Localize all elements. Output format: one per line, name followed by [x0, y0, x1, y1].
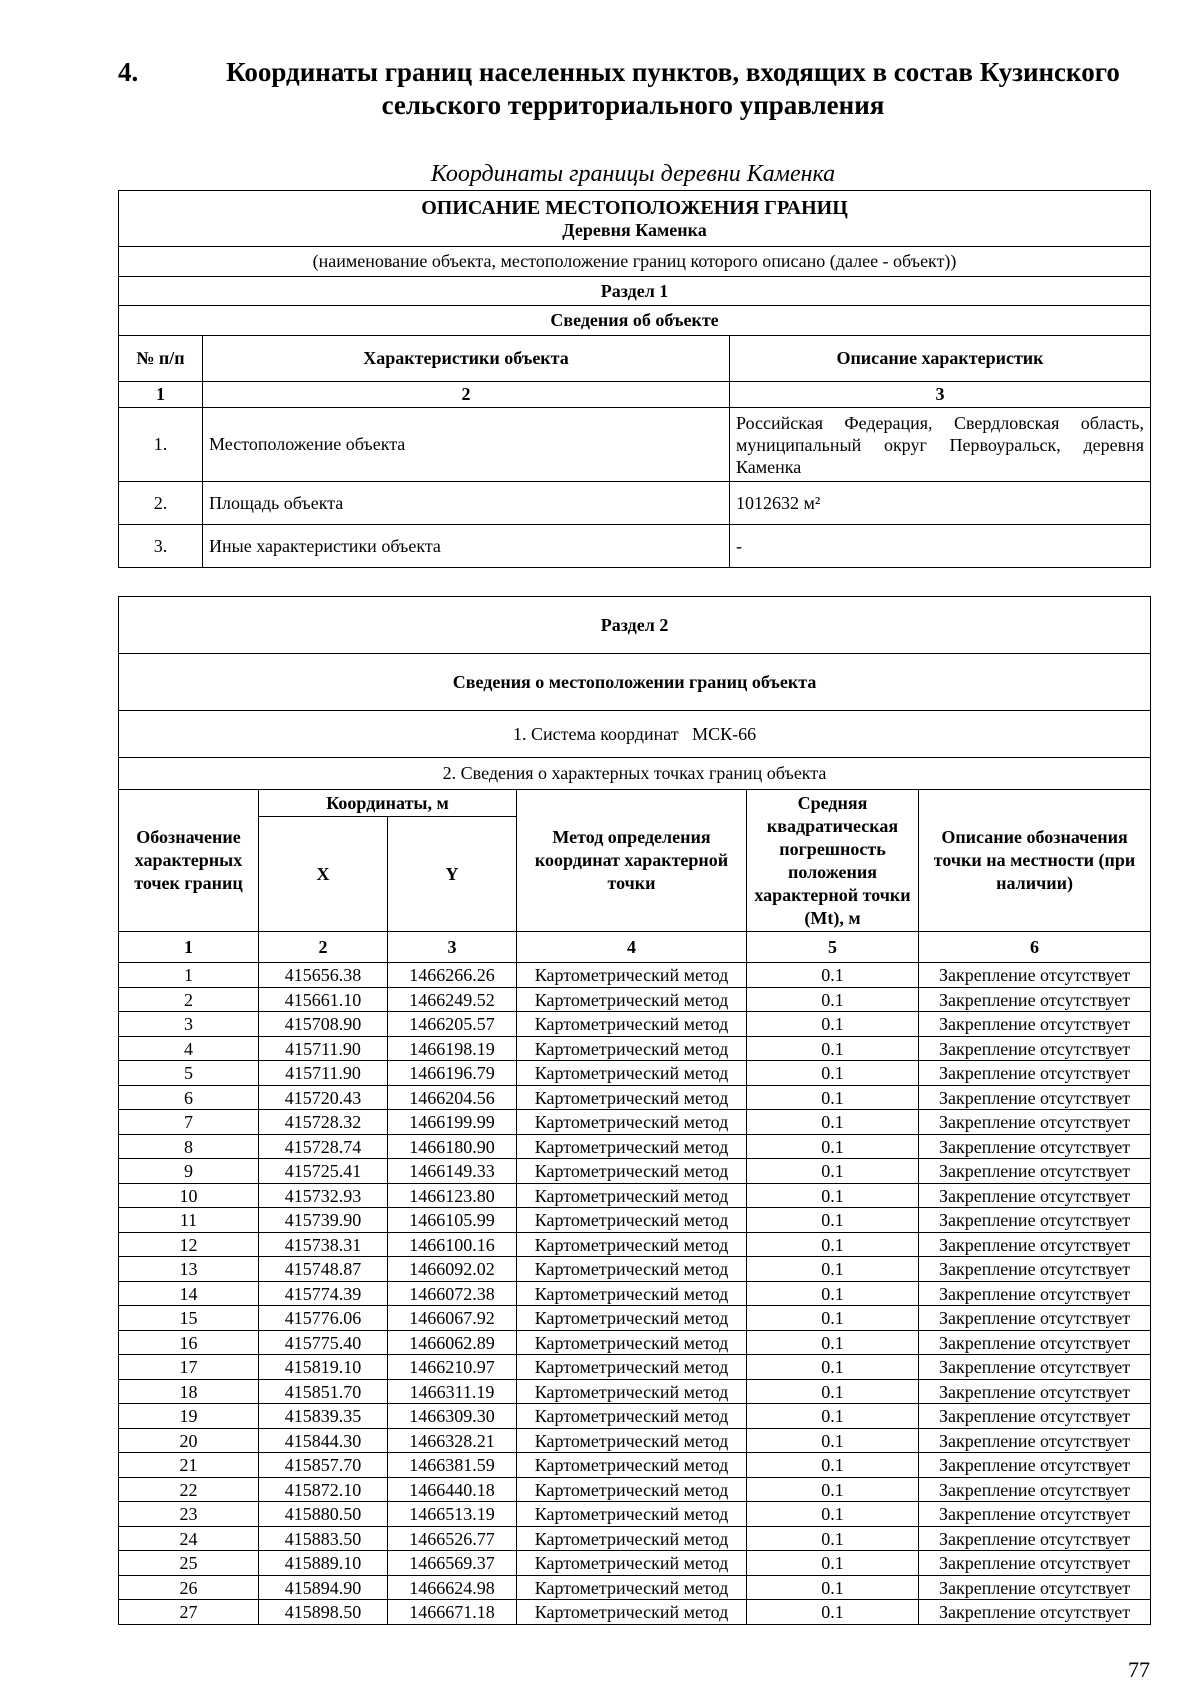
table-row — [119, 1036, 1151, 1061]
row-name: Площадь объекта — [203, 482, 730, 525]
coord-y: 1466180.90 — [388, 1134, 517, 1159]
method: Картометрический метод — [517, 963, 747, 988]
coord-y: 1466149.33 — [388, 1159, 517, 1184]
table-row — [119, 1330, 1151, 1355]
method: Картометрический метод — [517, 1061, 747, 1086]
object-info-table — [118, 190, 1151, 568]
table-row — [119, 987, 1151, 1012]
table-row — [119, 1281, 1151, 1306]
point-id: 7 — [119, 1110, 259, 1135]
description: Закрепление отсутствует — [919, 1306, 1151, 1331]
col-num: 3 — [388, 932, 517, 963]
method: Картометрический метод — [517, 1575, 747, 1600]
point-id: 23 — [119, 1502, 259, 1527]
coord-y: 1466569.37 — [388, 1551, 517, 1576]
coord-y: 1466205.57 — [388, 1012, 517, 1037]
coord-x: 415775.40 — [259, 1330, 388, 1355]
description: Закрепление отсутствует — [919, 1428, 1151, 1453]
col-num: 2 — [259, 932, 388, 963]
boundary-points-table — [118, 596, 1151, 1625]
error: 0.1 — [747, 1477, 919, 1502]
error: 0.1 — [747, 963, 919, 988]
point-id: 17 — [119, 1355, 259, 1380]
table-row — [119, 1134, 1151, 1159]
coord-x: 415711.90 — [259, 1061, 388, 1086]
error: 0.1 — [747, 1012, 919, 1037]
point-id: 19 — [119, 1404, 259, 1429]
header-x: X — [259, 817, 388, 932]
coord-x: 415732.93 — [259, 1183, 388, 1208]
description: Закрепление отсутствует — [919, 1453, 1151, 1478]
method: Картометрический метод — [517, 1085, 747, 1110]
error: 0.1 — [747, 1208, 919, 1233]
error: 0.1 — [747, 1085, 919, 1110]
point-id: 20 — [119, 1428, 259, 1453]
error: 0.1 — [747, 1428, 919, 1453]
point-id: 13 — [119, 1257, 259, 1282]
method: Картометрический метод — [517, 1502, 747, 1527]
coord-x: 415708.90 — [259, 1012, 388, 1037]
point-id: 26 — [119, 1575, 259, 1600]
section-heading — [118, 56, 1148, 122]
method: Картометрический метод — [517, 1159, 747, 1184]
table-row — [119, 1526, 1151, 1551]
coord-y: 1466311.19 — [388, 1379, 517, 1404]
description: Закрепление отсутствует — [919, 1477, 1151, 1502]
page-number: 77 — [1128, 1657, 1150, 1682]
coord-x: 415725.41 — [259, 1159, 388, 1184]
point-id: 4 — [119, 1036, 259, 1061]
description: Закрепление отсутствует — [919, 1404, 1151, 1429]
row-name: Иные характеристики объекта — [203, 525, 730, 568]
point-id: 14 — [119, 1281, 259, 1306]
method: Картометрический метод — [517, 1134, 747, 1159]
coord-y: 1466072.38 — [388, 1281, 517, 1306]
description: Закрепление отсутствует — [919, 1502, 1151, 1527]
table-row — [119, 1257, 1151, 1282]
error: 0.1 — [747, 1526, 919, 1551]
method: Картометрический метод — [517, 1453, 747, 1478]
method: Картометрический метод — [517, 1281, 747, 1306]
coord-x: 415880.50 — [259, 1502, 388, 1527]
coord-x: 415661.10 — [259, 987, 388, 1012]
description: Закрепление отсутствует — [919, 1330, 1151, 1355]
error: 0.1 — [747, 1453, 919, 1478]
point-id: 1 — [119, 963, 259, 988]
table-row — [119, 1012, 1151, 1037]
description: Закрепление отсутствует — [919, 963, 1151, 988]
coord-x: 415739.90 — [259, 1208, 388, 1233]
method: Картометрический метод — [517, 1600, 747, 1625]
point-id: 15 — [119, 1306, 259, 1331]
description: Закрепление отсутствует — [919, 1575, 1151, 1600]
method: Картометрический метод — [517, 1379, 747, 1404]
error: 0.1 — [747, 1379, 919, 1404]
description-title: ОПИСАНИЕ МЕСТОПОЛОЖЕНИЯ ГРАНИЦ — [421, 196, 848, 219]
point-id: 21 — [119, 1453, 259, 1478]
col-num: 1 — [119, 932, 259, 963]
coord-y: 1466440.18 — [388, 1477, 517, 1502]
description: Закрепление отсутствует — [919, 1208, 1151, 1233]
description: Закрепление отсутствует — [919, 1110, 1151, 1135]
description: Закрепление отсутствует — [919, 1085, 1151, 1110]
col-header-description: Описание характеристик — [730, 336, 1151, 382]
description: Закрепление отсутствует — [919, 1159, 1151, 1184]
error: 0.1 — [747, 1306, 919, 1331]
coord-y: 1466123.80 — [388, 1183, 517, 1208]
method: Картометрический метод — [517, 1012, 747, 1037]
row-number: 1. — [119, 408, 203, 482]
row-number: 2. — [119, 482, 203, 525]
description: Закрепление отсутствует — [919, 1281, 1151, 1306]
table-row — [119, 1183, 1151, 1208]
method: Картометрический метод — [517, 1257, 747, 1282]
point-id: 2 — [119, 987, 259, 1012]
coord-y: 1466198.19 — [388, 1036, 517, 1061]
object-note: (наименование объекта, местоположение границ которого описано (далее - объект)) — [119, 247, 1151, 277]
header-y: Y — [388, 817, 517, 932]
table-row — [119, 1551, 1151, 1576]
razdel-2-title: Сведения о местоположении границ объекта — [119, 654, 1151, 711]
heading-number: 4. — [118, 57, 139, 87]
table-row — [119, 1404, 1151, 1429]
point-id: 8 — [119, 1134, 259, 1159]
method: Картометрический метод — [517, 1355, 747, 1380]
description: Закрепление отсутствует — [919, 1379, 1151, 1404]
coord-y: 1466204.56 — [388, 1085, 517, 1110]
coord-x: 415839.35 — [259, 1404, 388, 1429]
method: Картометрический метод — [517, 1110, 747, 1135]
method: Картометрический метод — [517, 1232, 747, 1257]
table-row — [119, 1428, 1151, 1453]
point-id: 3 — [119, 1012, 259, 1037]
description-title-cell — [119, 191, 1151, 247]
point-id: 22 — [119, 1477, 259, 1502]
coord-y: 1466249.52 — [388, 987, 517, 1012]
method: Картометрический метод — [517, 1428, 747, 1453]
description: Закрепление отсутствует — [919, 1061, 1151, 1086]
coord-x: 415819.10 — [259, 1355, 388, 1380]
coord-y: 1466309.30 — [388, 1404, 517, 1429]
table-row — [119, 1085, 1151, 1110]
point-id: 5 — [119, 1061, 259, 1086]
coordinate-system: 1. Система координат МСК-66 — [119, 711, 1151, 758]
coord-x: 415748.87 — [259, 1257, 388, 1282]
error: 0.1 — [747, 1281, 919, 1306]
coord-x: 415774.39 — [259, 1281, 388, 1306]
error: 0.1 — [747, 1404, 919, 1429]
description: Закрепление отсутствует — [919, 1183, 1151, 1208]
col-num: 5 — [747, 932, 919, 963]
description: Закрепление отсутствует — [919, 1526, 1151, 1551]
error: 0.1 — [747, 1355, 919, 1380]
col-num: 1 — [119, 382, 203, 408]
point-id: 16 — [119, 1330, 259, 1355]
coord-y: 1466381.59 — [388, 1453, 517, 1478]
col-header-num: № п/п — [119, 336, 203, 382]
coord-x: 415883.50 — [259, 1526, 388, 1551]
error: 0.1 — [747, 1134, 919, 1159]
heading-line-2: сельского территориального управления — [381, 90, 885, 120]
method: Картометрический метод — [517, 987, 747, 1012]
coord-x: 415894.90 — [259, 1575, 388, 1600]
table-row — [119, 1575, 1151, 1600]
table-row — [119, 1355, 1151, 1380]
method: Картометрический метод — [517, 1036, 747, 1061]
header-error: Средняя квадратическая погрешность положения характерной точки (Mt), м — [747, 790, 919, 932]
error: 0.1 — [747, 1110, 919, 1135]
header-method: Метод определения координат характерной точки — [517, 790, 747, 932]
coord-y: 1466266.26 — [388, 963, 517, 988]
razdel-2: Раздел 2 — [119, 597, 1151, 654]
coord-y: 1466526.77 — [388, 1526, 517, 1551]
error: 0.1 — [747, 1232, 919, 1257]
method: Картометрический метод — [517, 1404, 747, 1429]
point-id: 9 — [119, 1159, 259, 1184]
method: Картометрический метод — [517, 1330, 747, 1355]
table-row — [119, 1110, 1151, 1135]
coord-x: 415720.43 — [259, 1085, 388, 1110]
error: 0.1 — [747, 1575, 919, 1600]
description: Закрепление отсутствует — [919, 1600, 1151, 1625]
row-value: Российская Федерация, Свердловская область, муниципальный округ Первоуральск, деревня Каменка — [730, 408, 1151, 482]
method: Картометрический метод — [517, 1477, 747, 1502]
col-num: 4 — [517, 932, 747, 963]
description: Закрепление отсутствует — [919, 1355, 1151, 1380]
col-num: 3 — [730, 382, 1151, 408]
row-name: Местоположение объекта — [203, 408, 730, 482]
error: 0.1 — [747, 1551, 919, 1576]
coord-y: 1466624.98 — [388, 1575, 517, 1600]
row-value: 1012632 м² — [730, 482, 1151, 525]
point-id: 24 — [119, 1526, 259, 1551]
coord-x: 415889.10 — [259, 1551, 388, 1576]
coord-y: 1466196.79 — [388, 1061, 517, 1086]
error: 0.1 — [747, 987, 919, 1012]
point-id: 11 — [119, 1208, 259, 1233]
table-row — [119, 1477, 1151, 1502]
header-designation: Обозначение характерных точек границ — [119, 790, 259, 932]
coord-x: 415776.06 — [259, 1306, 388, 1331]
point-id: 10 — [119, 1183, 259, 1208]
coord-y: 1466671.18 — [388, 1600, 517, 1625]
error: 0.1 — [747, 1330, 919, 1355]
table-row — [119, 1502, 1151, 1527]
coord-x: 415857.70 — [259, 1453, 388, 1478]
table-row — [119, 1208, 1151, 1233]
header-description: Описание обозначения точки на местности (при наличии) — [919, 790, 1151, 932]
coord-x: 415738.31 — [259, 1232, 388, 1257]
table-row — [119, 1453, 1151, 1478]
razdel-1: Раздел 1 — [119, 277, 1151, 306]
coord-y: 1466067.92 — [388, 1306, 517, 1331]
description: Закрепление отсутствует — [919, 1551, 1151, 1576]
coord-x: 415851.70 — [259, 1379, 388, 1404]
table-row — [119, 1159, 1151, 1184]
description: Закрепление отсутствует — [919, 1134, 1151, 1159]
error: 0.1 — [747, 1502, 919, 1527]
coord-y: 1466105.99 — [388, 1208, 517, 1233]
point-id: 6 — [119, 1085, 259, 1110]
method: Картометрический метод — [517, 1551, 747, 1576]
col-header-characteristic: Характеристики объекта — [203, 336, 730, 382]
subtitle: Координаты границы деревни Каменка — [430, 161, 836, 187]
point-id: 12 — [119, 1232, 259, 1257]
point-id: 25 — [119, 1551, 259, 1576]
error: 0.1 — [747, 1036, 919, 1061]
table-row — [119, 963, 1151, 988]
coord-y: 1466092.02 — [388, 1257, 517, 1282]
coord-y: 1466199.99 — [388, 1110, 517, 1135]
error: 0.1 — [747, 1159, 919, 1184]
method: Картометрический метод — [517, 1526, 747, 1551]
col-num: 2 — [203, 382, 730, 408]
table-row — [119, 1061, 1151, 1086]
coord-y: 1466513.19 — [388, 1502, 517, 1527]
method: Картометрический метод — [517, 1183, 747, 1208]
col-num: 6 — [919, 932, 1151, 963]
coord-x: 415728.74 — [259, 1134, 388, 1159]
row-value: - — [730, 525, 1151, 568]
table-row — [119, 1306, 1151, 1331]
point-id: 27 — [119, 1600, 259, 1625]
coord-x: 415728.32 — [259, 1110, 388, 1135]
coord-x: 415656.38 — [259, 963, 388, 988]
points-title: 2. Сведения о характерных точках границ объекта — [119, 758, 1151, 790]
coord-y: 1466100.16 — [388, 1232, 517, 1257]
coord-y: 1466062.89 — [388, 1330, 517, 1355]
coord-x: 415898.50 — [259, 1600, 388, 1625]
coord-y: 1466328.21 — [388, 1428, 517, 1453]
description: Закрепление отсутствует — [919, 987, 1151, 1012]
heading-line-1: Координаты границ населенных пунктов, входящих в состав Кузинского — [226, 57, 1120, 87]
coord-y: 1466210.97 — [388, 1355, 517, 1380]
razdel-1-title: Сведения об объекте — [119, 306, 1151, 336]
coord-x: 415844.30 — [259, 1428, 388, 1453]
method: Картометрический метод — [517, 1306, 747, 1331]
table-row — [119, 1232, 1151, 1257]
table-row — [119, 1379, 1151, 1404]
row-number: 3. — [119, 525, 203, 568]
coord-x: 415711.90 — [259, 1036, 388, 1061]
description: Закрепление отсутствует — [919, 1232, 1151, 1257]
method: Картометрический метод — [517, 1208, 747, 1233]
error: 0.1 — [747, 1061, 919, 1086]
description: Закрепление отсутствует — [919, 1036, 1151, 1061]
object-name: Деревня Каменка — [562, 219, 707, 240]
error: 0.1 — [747, 1257, 919, 1282]
error: 0.1 — [747, 1183, 919, 1208]
error: 0.1 — [747, 1600, 919, 1625]
description: Закрепление отсутствует — [919, 1257, 1151, 1282]
description: Закрепление отсутствует — [919, 1012, 1151, 1037]
point-id: 18 — [119, 1379, 259, 1404]
header-coordinates: Координаты, м — [259, 790, 517, 817]
table-row — [119, 1600, 1151, 1625]
coord-x: 415872.10 — [259, 1477, 388, 1502]
